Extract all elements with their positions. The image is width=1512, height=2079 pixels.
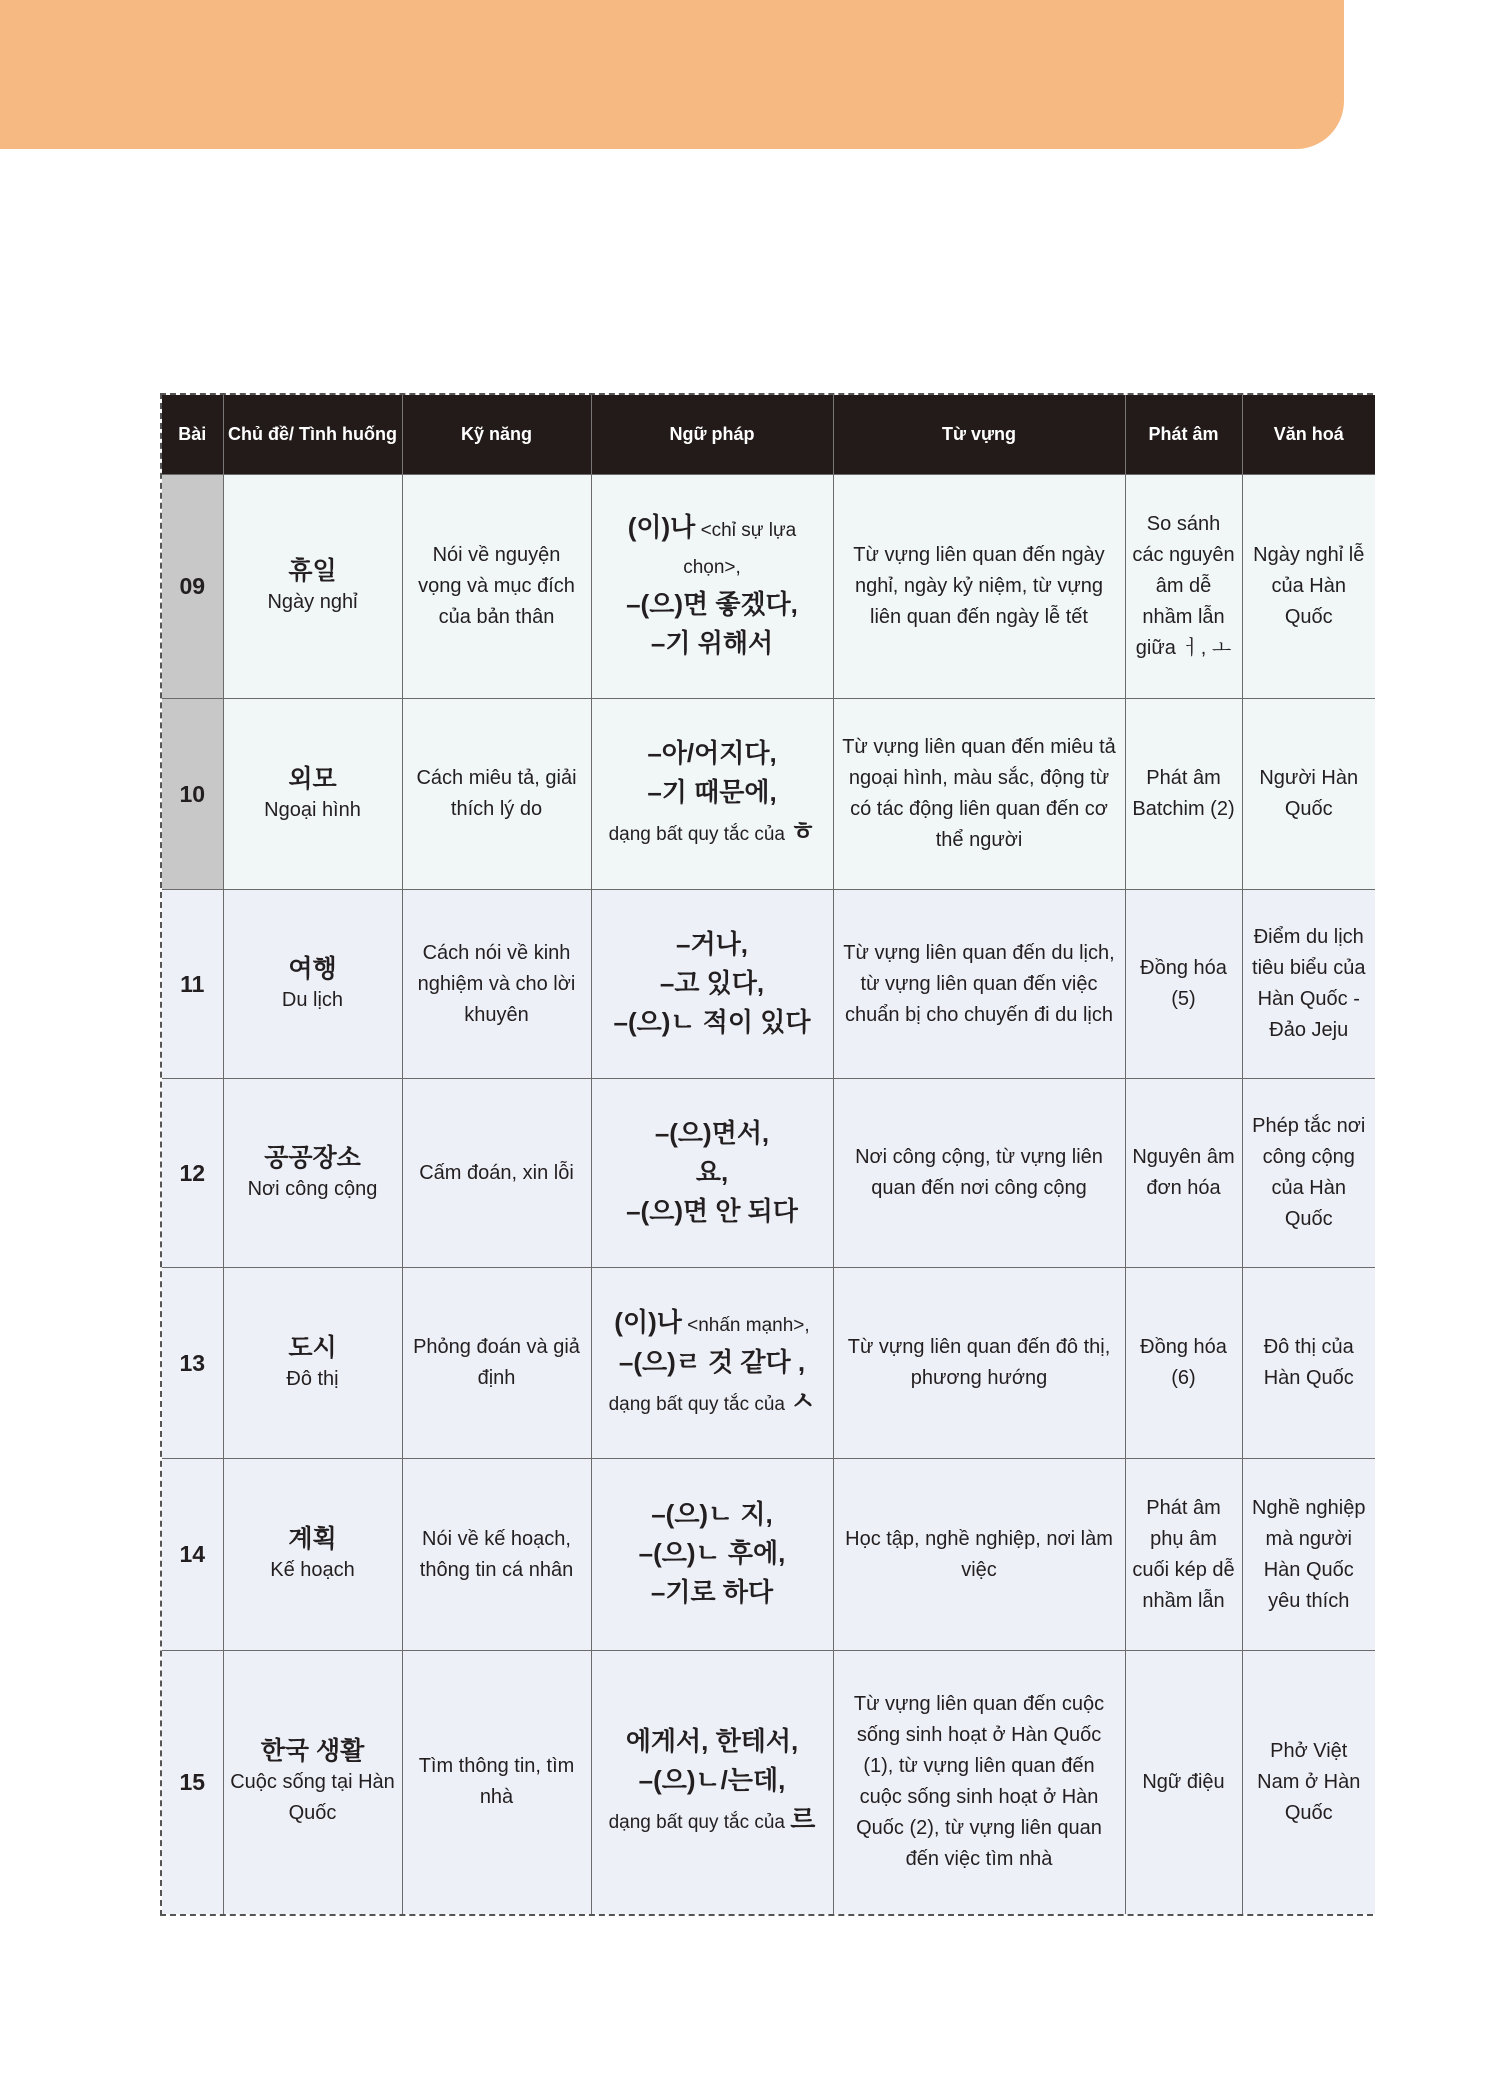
grammar-korean: –(으)ㄴ 적이 있다 [613, 1006, 811, 1037]
grammar-korean: 요, [695, 1156, 729, 1187]
grammar-korean: –기 때문에, [647, 777, 777, 807]
grammar-cell [591, 1459, 833, 1651]
pronunciation-cell: Đồng hóa (6) [1125, 1268, 1242, 1459]
grammar-korean: ㅎ [790, 816, 816, 846]
grammar-note: <chỉ sự lựa chọn>, [683, 520, 797, 578]
grammar-line [598, 1304, 827, 1344]
culture-cell: Phép tắc nơi công cộng của Hàn Quốc [1242, 1079, 1375, 1268]
header-grammar: Ngữ pháp [591, 395, 833, 475]
table-row [162, 1651, 1375, 1914]
grammar-cell [591, 1651, 833, 1914]
grammar-korean: –거나, [676, 928, 748, 959]
grammar-line [598, 1574, 827, 1613]
table-row [162, 1079, 1375, 1268]
pronunciation-cell: Nguyên âm đơn hóa [1125, 1079, 1242, 1268]
grammar-cell [591, 699, 833, 890]
grammar-korean: –(으)면 안 되다 [626, 1195, 798, 1226]
grammar-note: dạng bất quy tắc của [608, 1812, 791, 1834]
grammar-korean: –(으)ㄴ/는데, [638, 1765, 786, 1796]
topic-vietnamese: Ngoại hình [264, 798, 361, 821]
grammar-line [598, 1344, 827, 1383]
header-vocab: Từ vựng [833, 395, 1125, 475]
topic-vietnamese: Du lịch [281, 988, 344, 1011]
grammar-korean: –(으)ㄴ 지, [651, 1499, 773, 1529]
culture-cell: Đô thị của Hàn Quốc [1242, 1268, 1375, 1459]
grammar-korean: –아/어지다, [647, 738, 777, 768]
grammar-korean: 에게서, 한테서, [625, 1726, 799, 1757]
topic-cell [223, 1079, 402, 1268]
vocab-cell: Từ vựng liên quan đến ngày nghỉ, ngày kỷ niệm, từ vựng liên quan đến ngày lễ tết [833, 475, 1125, 699]
vocab-cell: Nơi công cộng, từ vựng liên quan đến nơi công cộng [833, 1079, 1125, 1268]
topic-vietnamese: Kế hoạch [270, 1559, 355, 1581]
topic-vietnamese: Nơi công cộng [247, 1177, 378, 1200]
grammar-line [598, 509, 827, 586]
header-topic: Chủ đề/ Tình huống [223, 395, 402, 475]
grammar-line [598, 1193, 827, 1232]
grammar-line [598, 1004, 827, 1043]
grammar-line [598, 1115, 827, 1154]
grammar-cell [591, 475, 833, 699]
header-banner [0, 0, 1344, 149]
pronunciation-cell: Phát âm phụ âm cuối kép dễ nhầm lẫn [1125, 1459, 1242, 1651]
grammar-line [598, 1535, 827, 1574]
lesson-number: 15 [162, 1651, 223, 1914]
pronunciation-cell: Phát âm Batchim (2) [1125, 699, 1242, 890]
grammar-korean: –(으)ㄴ 후에, [638, 1538, 786, 1568]
skill-cell: Nói về nguyện vọng và mục đích của bản thân [402, 475, 591, 699]
topic-vietnamese: Cuộc sống tại Hàn Quốc [230, 1771, 395, 1825]
grammar-note: <nhấn mạnh>, [681, 1314, 810, 1336]
vocab-cell: Từ vựng liên quan đến miêu tả ngoại hình, màu sắc, động từ có tác động liên quan đến cơ thể người [833, 699, 1125, 890]
pronunciation-cell: Đồng hóa (5) [1125, 890, 1242, 1079]
culture-cell: Điểm du lịch tiêu biểu của Hàn Quốc - Đảo Jeju [1242, 890, 1375, 1079]
grammar-line [598, 625, 827, 664]
table-header-row [162, 395, 1375, 475]
grammar-note: dạng bất quy tắc của [608, 1393, 791, 1415]
grammar-line [598, 586, 827, 625]
grammar-line [598, 1383, 827, 1423]
grammar-korean: –(으)면 좋겠다, [626, 589, 798, 619]
culture-cell: Người Hàn Quốc [1242, 699, 1375, 890]
grammar-korean: ㅅ [790, 1385, 816, 1416]
table-row [162, 890, 1375, 1079]
skill-cell: Phỏng đoán và giả định [402, 1268, 591, 1459]
skill-cell: Cách nói về kinh nghiệm và cho lời khuyên [402, 890, 591, 1079]
lesson-number: 14 [162, 1459, 223, 1651]
grammar-korean: 르 [790, 1804, 816, 1835]
grammar-cell [591, 890, 833, 1079]
lesson-number: 10 [162, 699, 223, 890]
grammar-line [598, 735, 827, 774]
pronunciation-cell: Ngữ điệu [1125, 1651, 1242, 1914]
topic-cell [223, 1651, 402, 1914]
culture-cell: Nghề nghiệp mà người Hàn Quốc yêu thích [1242, 1459, 1375, 1651]
topic-korean: 공공장소 [264, 1143, 361, 1172]
grammar-line [598, 1154, 827, 1193]
grammar-line [598, 1801, 827, 1841]
header-pronunciation: Phát âm [1125, 395, 1242, 475]
topic-korean: 여행 [288, 954, 337, 983]
table-row [162, 1268, 1375, 1459]
vocab-cell: Từ vựng liên quan đến đô thị, phương hướng [833, 1268, 1125, 1459]
topic-korean: 휴일 [288, 557, 337, 585]
lesson-number: 11 [162, 890, 223, 1079]
skill-cell: Nói về kế hoạch, thông tin cá nhân [402, 1459, 591, 1651]
grammar-line [598, 926, 827, 965]
table-row [162, 475, 1375, 699]
topic-cell [223, 890, 402, 1079]
skill-cell: Tìm thông tin, tìm nhà [402, 1651, 591, 1914]
grammar-line [598, 813, 827, 853]
vocab-cell: Từ vựng liên quan đến du lịch, từ vựng liên quan đến việc chuẩn bị cho chuyến đi du lịch [833, 890, 1125, 1079]
vocab-cell: Học tập, nghề nghiệp, nơi làm việc [833, 1459, 1125, 1651]
grammar-line [598, 1762, 827, 1801]
grammar-korean: –기 위해서 [650, 628, 774, 658]
grammar-korean: (이)나 [627, 512, 696, 542]
culture-cell: Phở Việt Nam ở Hàn Quốc [1242, 1651, 1375, 1914]
grammar-korean: (이)나 [614, 1306, 682, 1337]
topic-cell [223, 699, 402, 890]
header-culture: Văn hoá [1242, 395, 1375, 475]
topic-cell [223, 475, 402, 699]
grammar-korean: –기로 하다 [650, 1577, 774, 1607]
grammar-korean: –(으)면서, [654, 1117, 770, 1148]
grammar-line [598, 774, 827, 813]
grammar-korean: –고 있다, [659, 967, 765, 998]
skill-cell: Cấm đoán, xin lỗi [402, 1079, 591, 1268]
grammar-cell [591, 1268, 833, 1459]
table-row [162, 699, 1375, 890]
header-bai: Bài [162, 395, 223, 475]
grammar-cell [591, 1079, 833, 1268]
topic-korean: 한국 생활 [260, 1737, 365, 1766]
topic-vietnamese: Ngày nghỉ [267, 591, 358, 613]
pronunciation-cell: So sánh các nguyên âm dễ nhầm lẫn giữa ㅓ, ㅗ [1125, 475, 1242, 699]
lesson-number: 12 [162, 1079, 223, 1268]
grammar-line [598, 965, 827, 1004]
grammar-line [598, 1723, 827, 1762]
topic-korean: 외모 [288, 764, 337, 793]
header-skill: Kỹ năng [402, 395, 591, 475]
skill-cell: Cách miêu tả, giải thích lý do [402, 699, 591, 890]
culture-cell: Ngày nghỉ lễ của Hàn Quốc [1242, 475, 1375, 699]
table-row [162, 1459, 1375, 1651]
grammar-line [598, 1496, 827, 1535]
topic-vietnamese: Đô thị [286, 1367, 339, 1390]
grammar-note: dạng bất quy tắc của [608, 824, 791, 845]
lesson-number: 13 [162, 1268, 223, 1459]
grammar-korean: –(으)ㄹ 것 같다 , [618, 1346, 806, 1377]
topic-korean: 계획 [288, 1525, 337, 1553]
topic-korean: 도시 [288, 1333, 337, 1362]
curriculum-table [160, 393, 1373, 1916]
vocab-cell: Từ vựng liên quan đến cuộc sống sinh hoạt ở Hàn Quốc (1), từ vựng liên quan đến cuộc sống sinh hoạt ở Hàn Quốc (2), từ vựng liên quan đến việc tìm nhà [833, 1651, 1125, 1914]
topic-cell [223, 1268, 402, 1459]
lesson-number: 09 [162, 475, 223, 699]
topic-cell [223, 1459, 402, 1651]
